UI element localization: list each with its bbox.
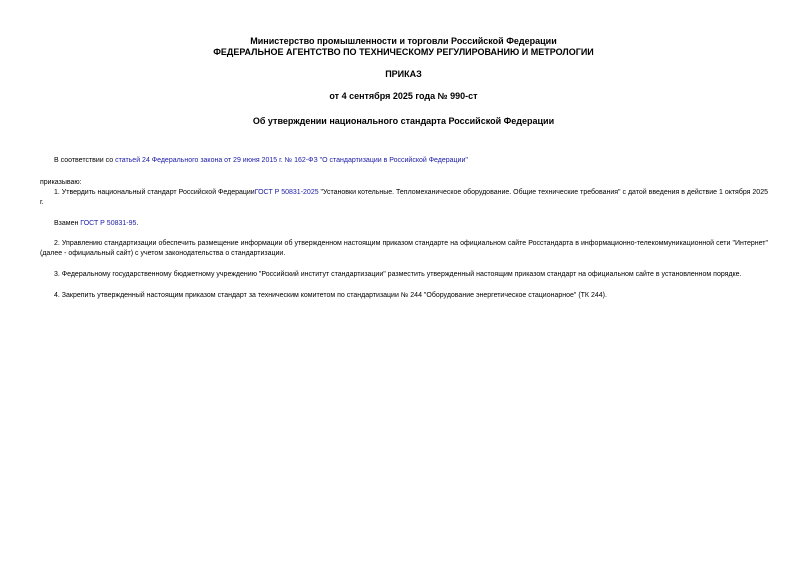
replaces-prefix: Взамен xyxy=(54,220,81,227)
gost-95-link[interactable]: ГОСТ Р 50831-95 xyxy=(80,220,137,227)
item-1-suffix: "Установки котельные. Тепломеханическое оборудование. Общие технические требования" с датой введения в действие 1 октября 2025 г. xyxy=(40,189,768,206)
agency-heading: ФЕДЕРАЛЬНОЕ АГЕНТСТВО ПО ТЕХНИЧЕСКОМУ РЕГУЛИРОВАНИЮ И МЕТРОЛОГИИ xyxy=(213,47,594,57)
item-4-paragraph: 4. Закрепить утвержденный настоящим приказом стандарт за техническим комитетом по стандартизации № 244 "Оборудование энергетическое стационарное" (ТК 244). xyxy=(54,292,607,299)
item-1-prefix: 1. Утвердить национальный стандарт Российской Федерации xyxy=(54,189,255,196)
replaces-suffix: . xyxy=(136,220,139,227)
item-2-paragraph: 2. Управлению стандартизации обеспечить размещение информации об утвержденном настоящим приказом стандарте на официальном сайте Росстандарта в информационно-телекоммуникационной сети "Интернет" (далее - официальный сайт) с учетом законодательства о стандартизации. xyxy=(40,240,768,257)
item-3-paragraph: 3. Федеральному государственному бюджетному учреждению "Российский институт стандартизации" разместить утвержденный настоящим приказом стандарт на официальном сайте в установленном порядке. xyxy=(54,271,742,278)
order-subject: Об утверждении национального стандарта Российской Федерации xyxy=(252,116,555,126)
gost-2025-link[interactable]: ГОСТ Р 50831-2025 xyxy=(254,189,319,196)
preamble-paragraph xyxy=(40,156,768,166)
replaces-paragraph xyxy=(40,219,768,229)
item-1-paragraph xyxy=(40,188,768,208)
preamble-prefix: В соответствии со xyxy=(54,157,116,164)
federal-law-link[interactable]: статьей 24 Федерального закона от 29 июня 2015 г. № 162-ФЗ "О стандартизации в Российской Федерации" xyxy=(115,157,468,164)
orders-word: приказываю: xyxy=(40,179,82,186)
order-title: ПРИКАЗ xyxy=(385,69,422,79)
order-date-number: от 4 сентября 2025 года № 990-ст xyxy=(329,91,478,101)
ministry-heading: Министерство промышленности и торговли Российской Федерации xyxy=(250,36,557,46)
